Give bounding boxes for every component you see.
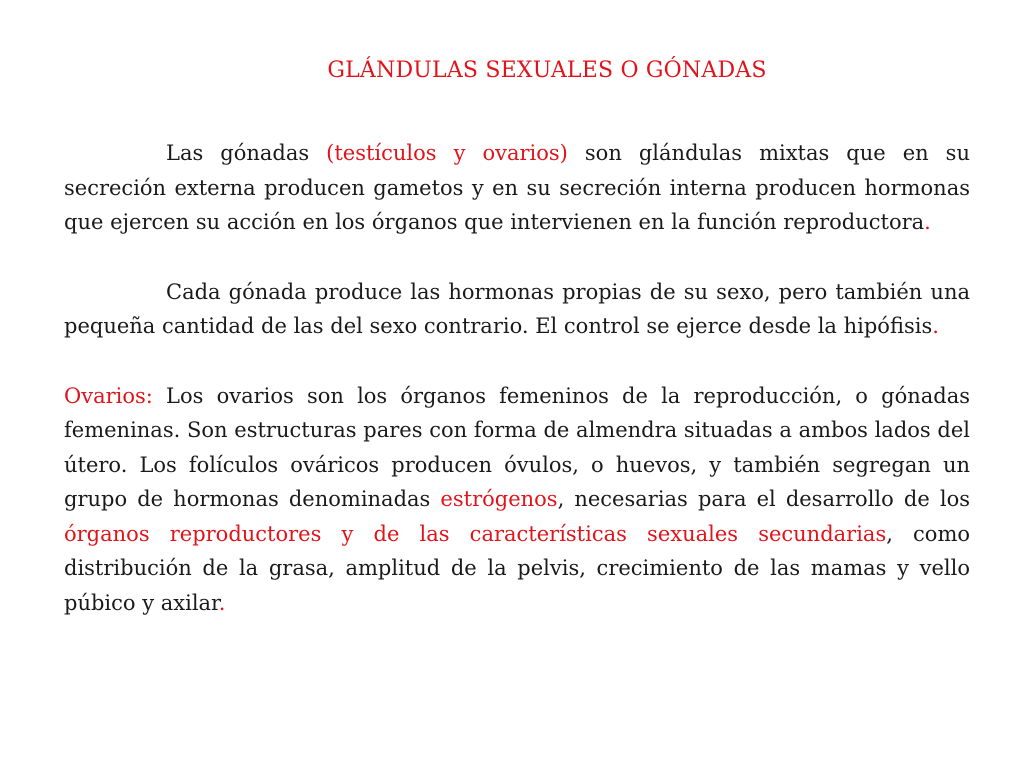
text-segment: Cada gónada produce las hormonas propias de su sexo, pero también una pequeña cantidad de las del sexo contrario. El control se ejerce desde la hipófisis — [64, 279, 970, 338]
paragraph-gonadas-intro — [64, 136, 970, 240]
text-segment: , necesarias para el desarrollo de los — [557, 487, 970, 511]
label-colon: : — [145, 383, 153, 408]
text-segment: son glándulas mixtas que en su secreción externa producen gametos y en su secreción interna producen hormonas que ejercen su acción en los órganos que intervienen en la función reproductora — [64, 141, 970, 234]
highlight-organos-caracteristicas: órganos reproductores y de las características sexuales secundarias — [64, 521, 887, 546]
paragraph-ovarios — [64, 379, 970, 621]
text-segment: , como distribución de la grasa, amplitud de la pelvis, crecimiento de las mamas y vello púbico y axilar — [64, 521, 971, 615]
paragraph-hormonas — [64, 275, 970, 344]
period-mark: . — [218, 590, 226, 615]
label-ovarios: Ovarios — [64, 383, 146, 408]
text-segment: Los ovarios son los órganos femeninos de la reproducción, o gónadas femeninas. Son estructuras pares con forma de almendra situadas a ambos lados del útero. Los folículos ováricos producen óvulos, o huevos, y también segregan un grupo de hormonas denominadas — [64, 383, 970, 511]
highlight-testiculos-ovarios: (testículos y ovarios) — [326, 141, 568, 165]
text-segment: Las gónadas — [166, 141, 327, 165]
page-title: GLÁNDULAS SEXUALES O GÓNADAS — [327, 58, 767, 83]
slide-body — [64, 136, 970, 655]
period-mark: . — [924, 210, 931, 234]
period-mark: . — [932, 314, 939, 338]
highlight-estrogenos: estrógenos — [440, 487, 558, 511]
